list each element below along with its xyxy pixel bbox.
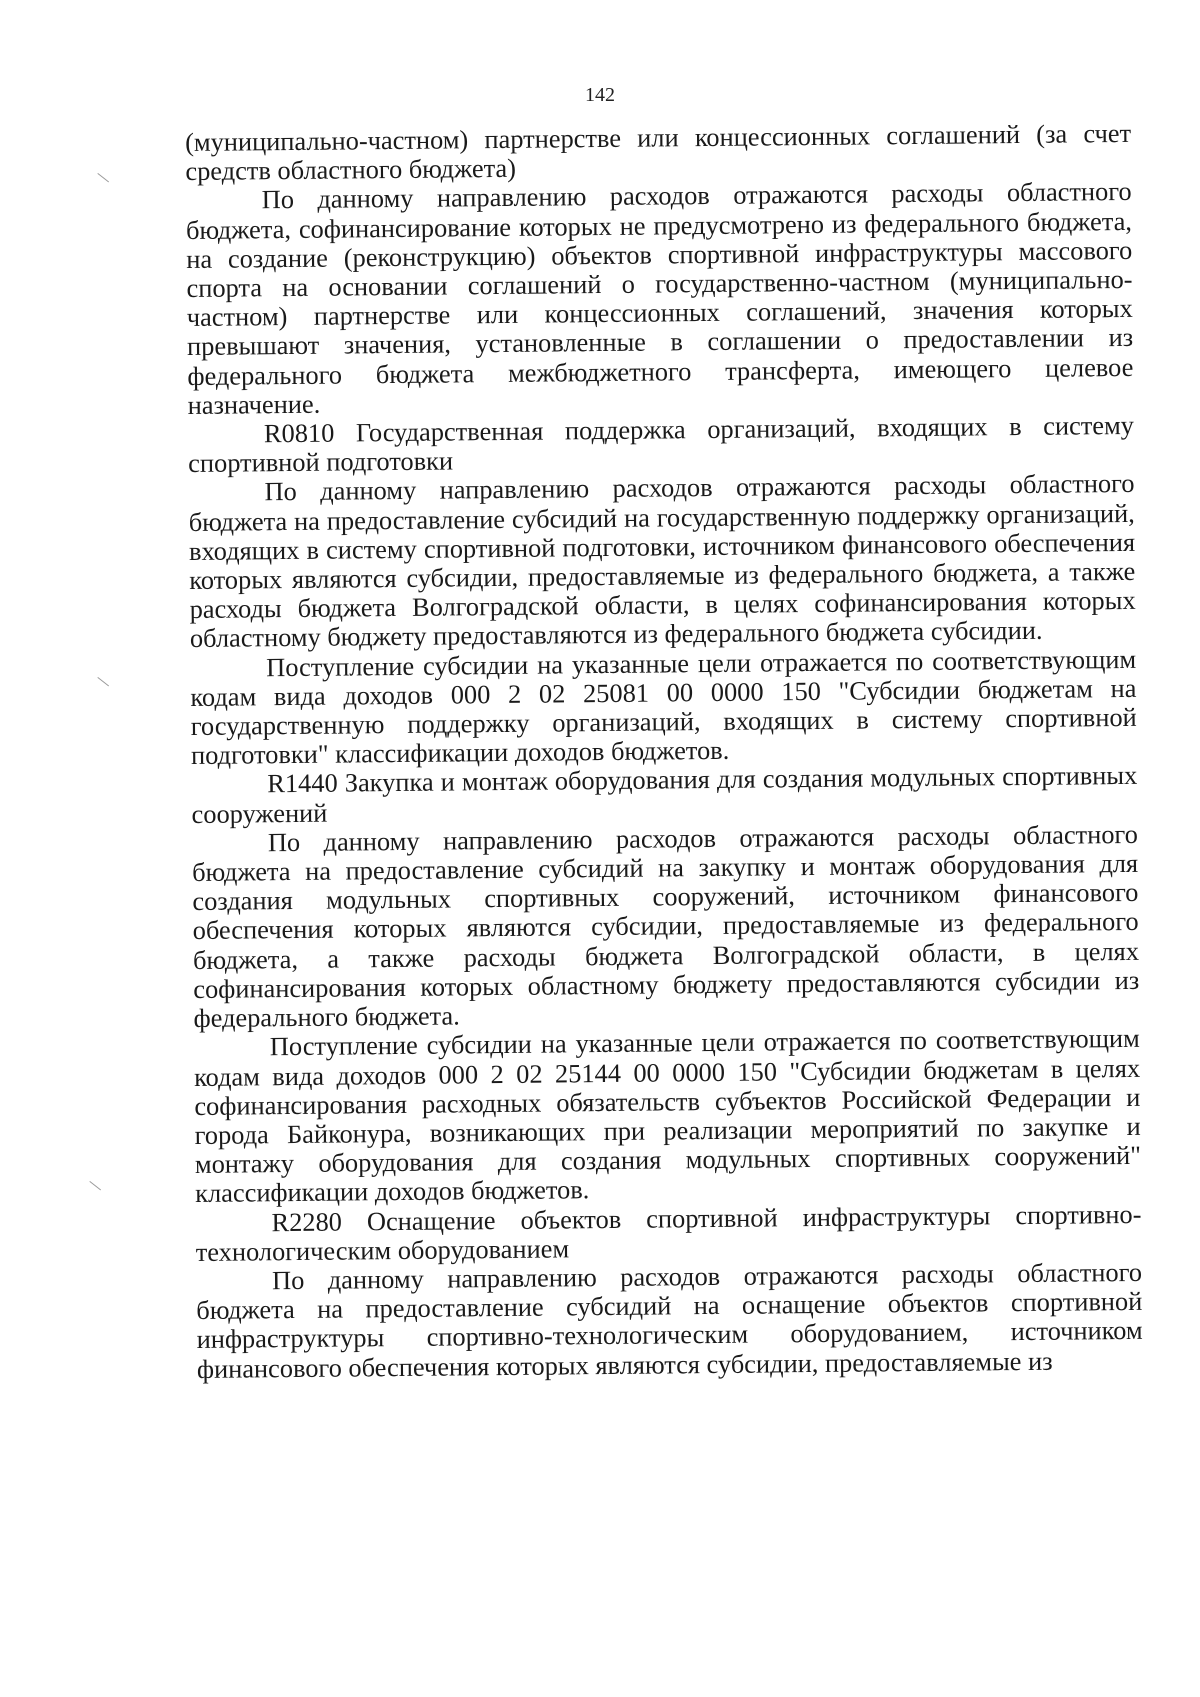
paragraph: По данному направлению расходов отражаются расходы областного бюджета на предоставление субсидий на оснащение объектов спортивной инфраструктуры спортивно-технологическим оборудованием, источником финансового обеспечения которых являются субсидии, предоставляемые из xyxy=(196,1256,1143,1384)
scan-mark xyxy=(88,1180,106,1194)
scan-mark xyxy=(96,172,114,186)
paragraph: По данному направлению расходов отражаются расходы областного бюджета на предоставление субсидий на государственную поддержку организаций, входящих в систему спортивной подготовки, источником финансового обеспечения которых являются субсидии, предоставляемые из федерального бюджета, а также расходы бюджета Волгоградской области, в целях софинансирования которых областному бюджету предоставляются из федерального бюджета субсидии. xyxy=(188,468,1136,654)
paragraph: По данному направлению расходов отражаются расходы областного бюджета на предоставление субсидий на закупку и монтаж оборудования для создания модульных спортивных сооружений, источником финансового обеспечения которых являются субсидии, предоставляемые из федерального бюджета, а также расходы бюджета Волгоградской области, в целях софинансирования которых областному бюджету предоставляются субсидии из федерального бюджета. xyxy=(191,818,1140,1034)
scan-mark xyxy=(96,676,114,690)
paragraph: По данному направлению расходов отражаются расходы областного бюджета, софинансирование которых не предусмотрено из федерального бюджета, на создание (реконструкцию) объектов спортивной инфраструктуры массового спорта на основании соглашений о государственно-частном (муниципально-частном) партнерстве или концессионных соглашений, значения которых превышают значения, установленные в соглашении о предоставлении из федерального бюджета межбюджетного трансферта, имеющего целевое назначение. xyxy=(185,176,1134,420)
paragraph: Поступление субсидии на указанные цели отражается по соответствующим кодам вида доходов 000 2 02 25144 00 0000 150 "Субсидии бюджетам в целях софинансирования расходных обязательств субъектов Российской Федерации и города Байконура, возникающих при реализации мероприятий по закупке и монтажу оборудования для создания модульных спортивных сооружений" классификации доходов бюджетов. xyxy=(193,1023,1142,1209)
section-heading: R1440 Закупка и монтаж оборудования для создания модульных спортивных сооружений xyxy=(191,760,1138,829)
page-number: 142 xyxy=(585,84,615,106)
paragraph: (муниципально-частном) партнерстве или концессионных соглашений (за счет средств областного бюджета) xyxy=(184,117,1132,187)
section-heading: R2280 Оснащение объектов спортивной инфраструктуры спортивно-технологическим оборудованием xyxy=(195,1198,1142,1267)
body-text xyxy=(185,119,1143,1384)
paragraph: Поступление субсидии на указанные цели отражается по соответствующим кодам вида доходов 000 2 02 25081 00 0000 150 "Субсидии бюджетам на государственную поддержку организаций, входящих в систему спортивной подготовки" классификации доходов бюджетов. xyxy=(190,643,1137,771)
section-heading: R0810 Государственная поддержка организаций, входящих в систему спортивной подготовки xyxy=(188,409,1135,479)
